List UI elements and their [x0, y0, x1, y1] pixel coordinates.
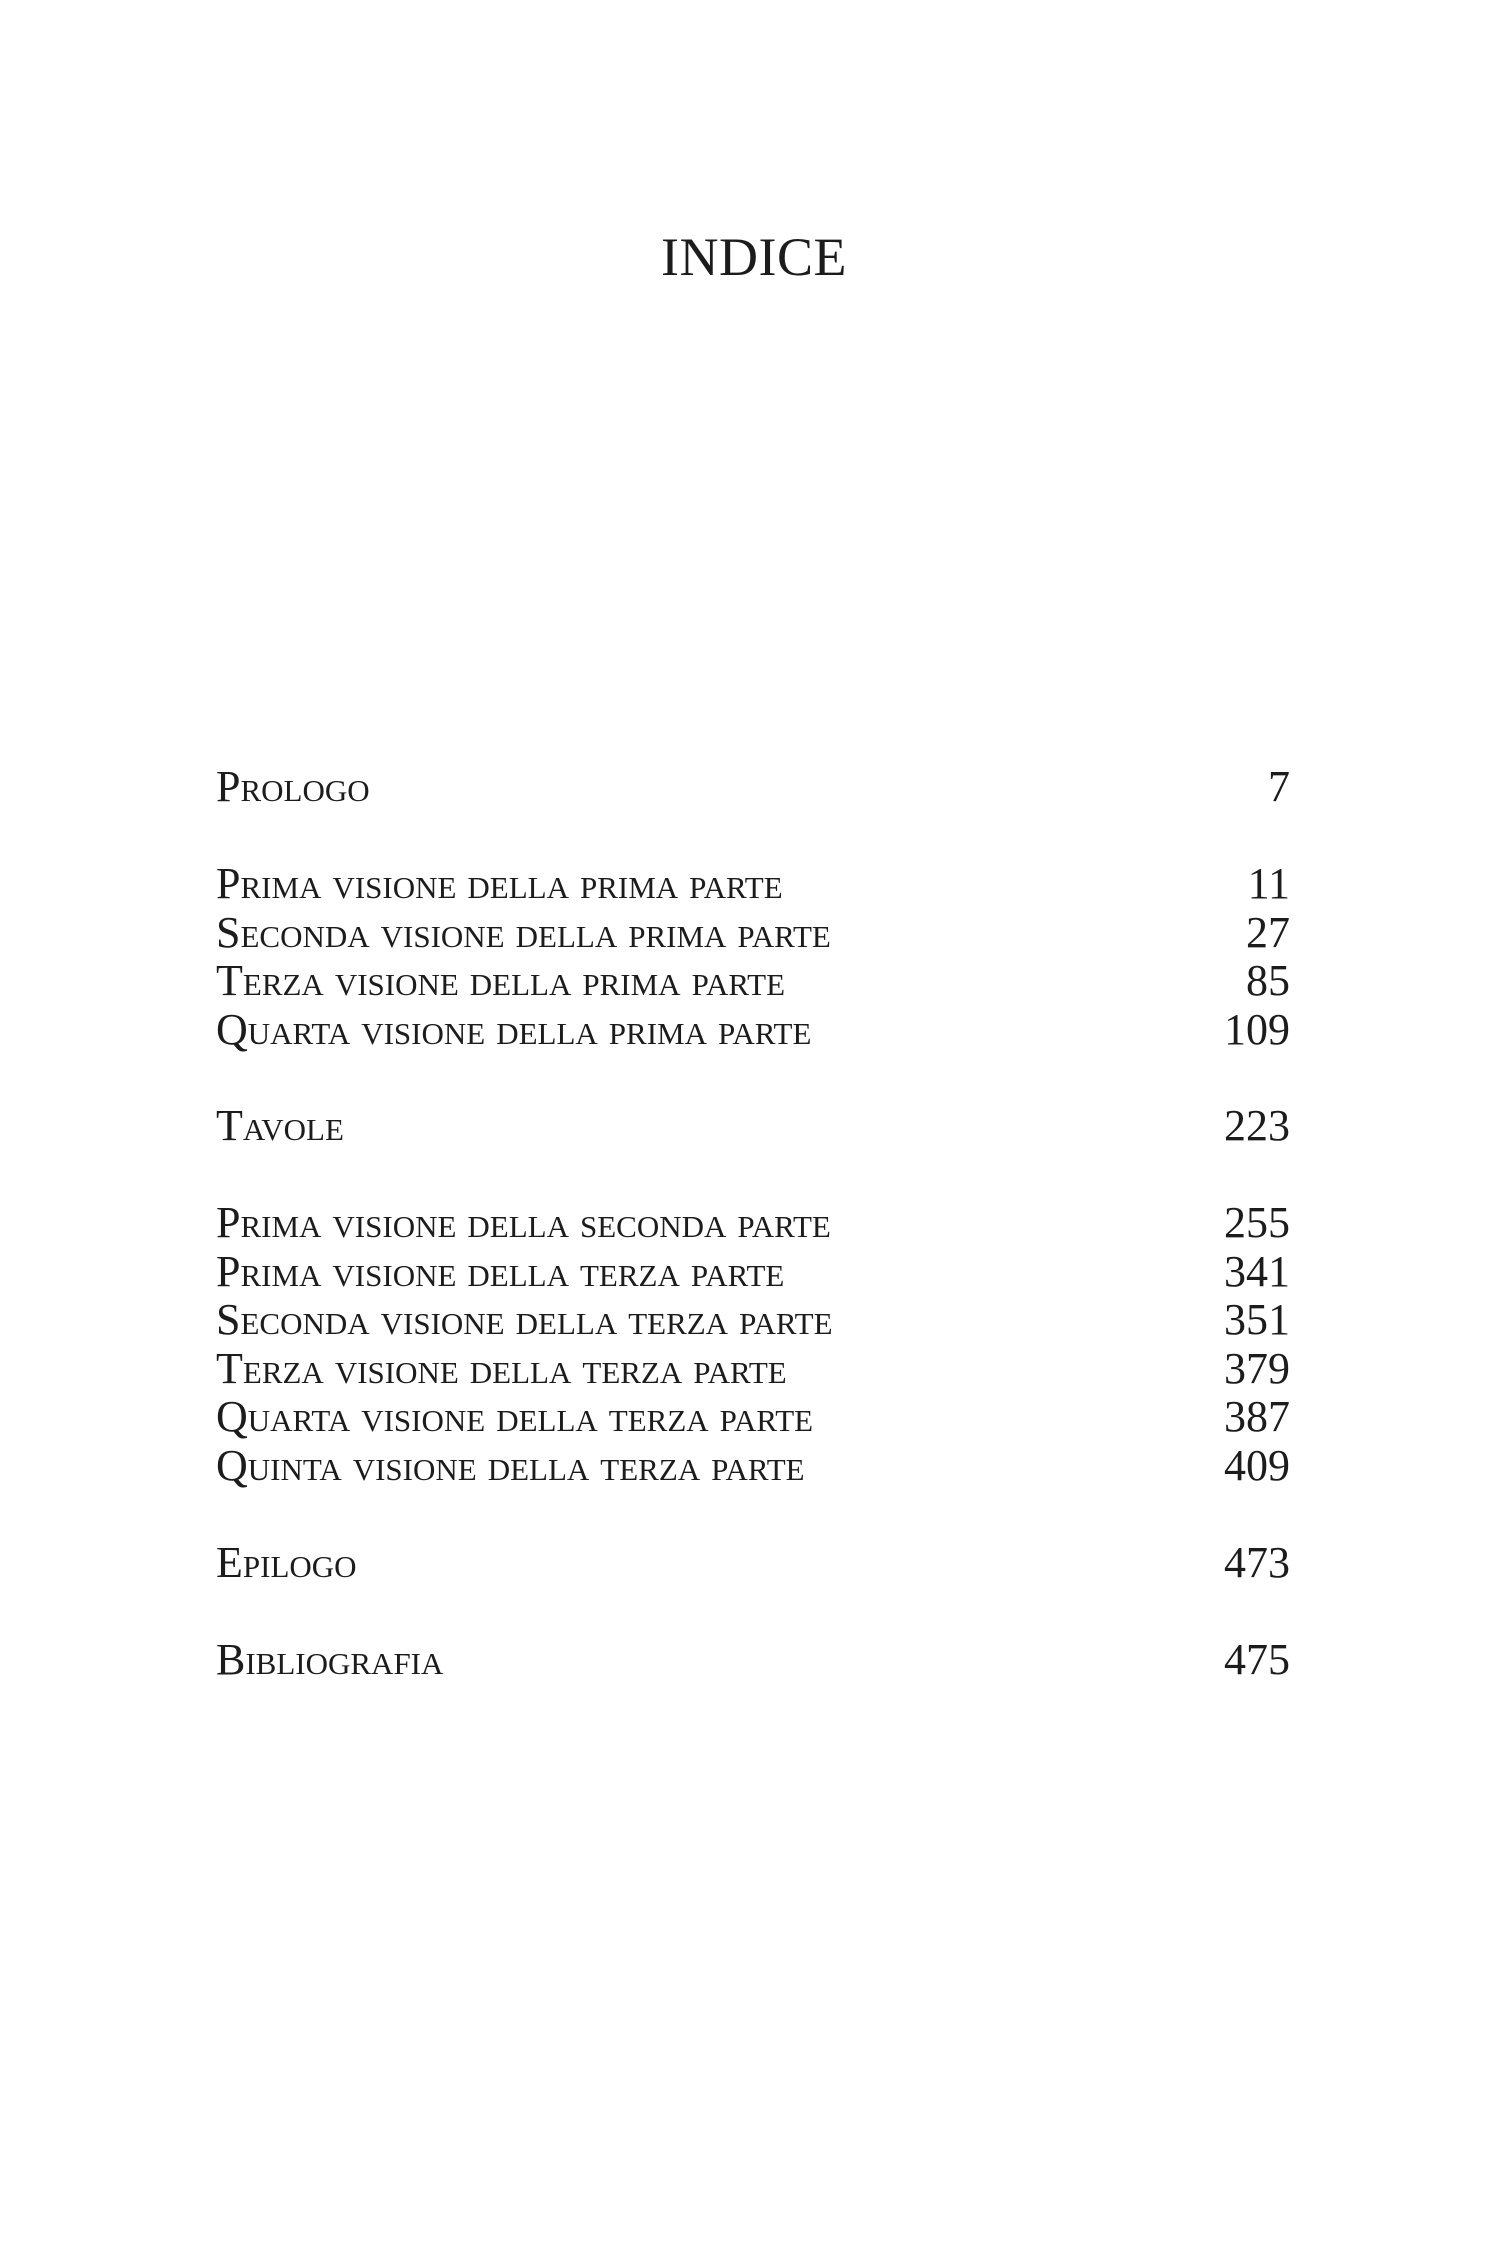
toc-entry-title: Bibliografia — [216, 1635, 444, 1684]
toc-entry-title: Terza visione della prima parte — [216, 956, 786, 1005]
toc-entry-page-number: 379 — [1224, 1344, 1290, 1393]
toc-entry-page-number: 7 — [1268, 762, 1290, 811]
toc-entry-terza-visione-prima-parte — [216, 956, 1290, 1006]
toc-entry-page-number: 11 — [1247, 859, 1290, 908]
toc-entry-title: Terza visione della terza parte — [216, 1344, 787, 1393]
toc-entry-prima-visione-terza-parte — [216, 1247, 1290, 1297]
toc-entry-quarta-visione-terza-parte — [216, 1392, 1290, 1442]
toc-entry-seconda-visione-terza-parte — [216, 1295, 1290, 1345]
toc-entry-page-number: 409 — [1224, 1441, 1290, 1490]
toc-entry-title: Prima visione della terza parte — [216, 1247, 785, 1296]
toc-entry-page-number: 475 — [1224, 1635, 1290, 1684]
toc-entry-title: Quarta visione della prima parte — [216, 1005, 812, 1054]
toc-entry-page-number: 109 — [1224, 1005, 1290, 1054]
toc-entry-page-number: 341 — [1224, 1247, 1290, 1296]
page-title: INDICE — [661, 227, 847, 287]
toc-entry-title: Tavole — [216, 1101, 344, 1150]
toc-entry-bibliografia — [216, 1635, 1290, 1685]
toc-entry-page-number: 85 — [1246, 956, 1290, 1005]
toc-entry-page-number: 473 — [1224, 1538, 1290, 1587]
toc-entry-page-number: 255 — [1224, 1198, 1290, 1247]
toc-entry-title: Epilogo — [216, 1538, 357, 1587]
toc-entry-seconda-visione-prima-parte — [216, 908, 1290, 958]
toc-entry-page-number: 27 — [1246, 908, 1290, 957]
table-of-contents — [216, 0, 1290, 2260]
toc-entry-quarta-visione-prima-parte — [216, 1005, 1290, 1055]
toc-entry-page-number: 387 — [1224, 1392, 1290, 1441]
toc-entry-title: Prologo — [216, 762, 370, 811]
toc-entry-prologo — [216, 762, 1290, 812]
toc-entry-terza-visione-terza-parte — [216, 1344, 1290, 1394]
toc-entry-prima-visione-seconda-parte — [216, 1198, 1290, 1248]
toc-entry-title: Quarta visione della terza parte — [216, 1392, 814, 1441]
toc-entry-title: Quinta visione della terza parte — [216, 1441, 805, 1490]
toc-entry-title: Seconda visione della prima parte — [216, 908, 831, 957]
toc-entry-page-number: 223 — [1224, 1101, 1290, 1150]
toc-entry-page-number: 351 — [1224, 1295, 1290, 1344]
toc-entry-epilogo — [216, 1538, 1290, 1588]
toc-entry-title: Prima visione della prima parte — [216, 859, 783, 908]
toc-entry-tavole — [216, 1101, 1290, 1151]
toc-entry-title: Prima visione della seconda parte — [216, 1198, 831, 1247]
toc-entry-quinta-visione-terza-parte — [216, 1441, 1290, 1491]
toc-entry-prima-visione-prima-parte — [216, 859, 1290, 909]
toc-entry-title: Seconda visione della terza parte — [216, 1295, 833, 1344]
